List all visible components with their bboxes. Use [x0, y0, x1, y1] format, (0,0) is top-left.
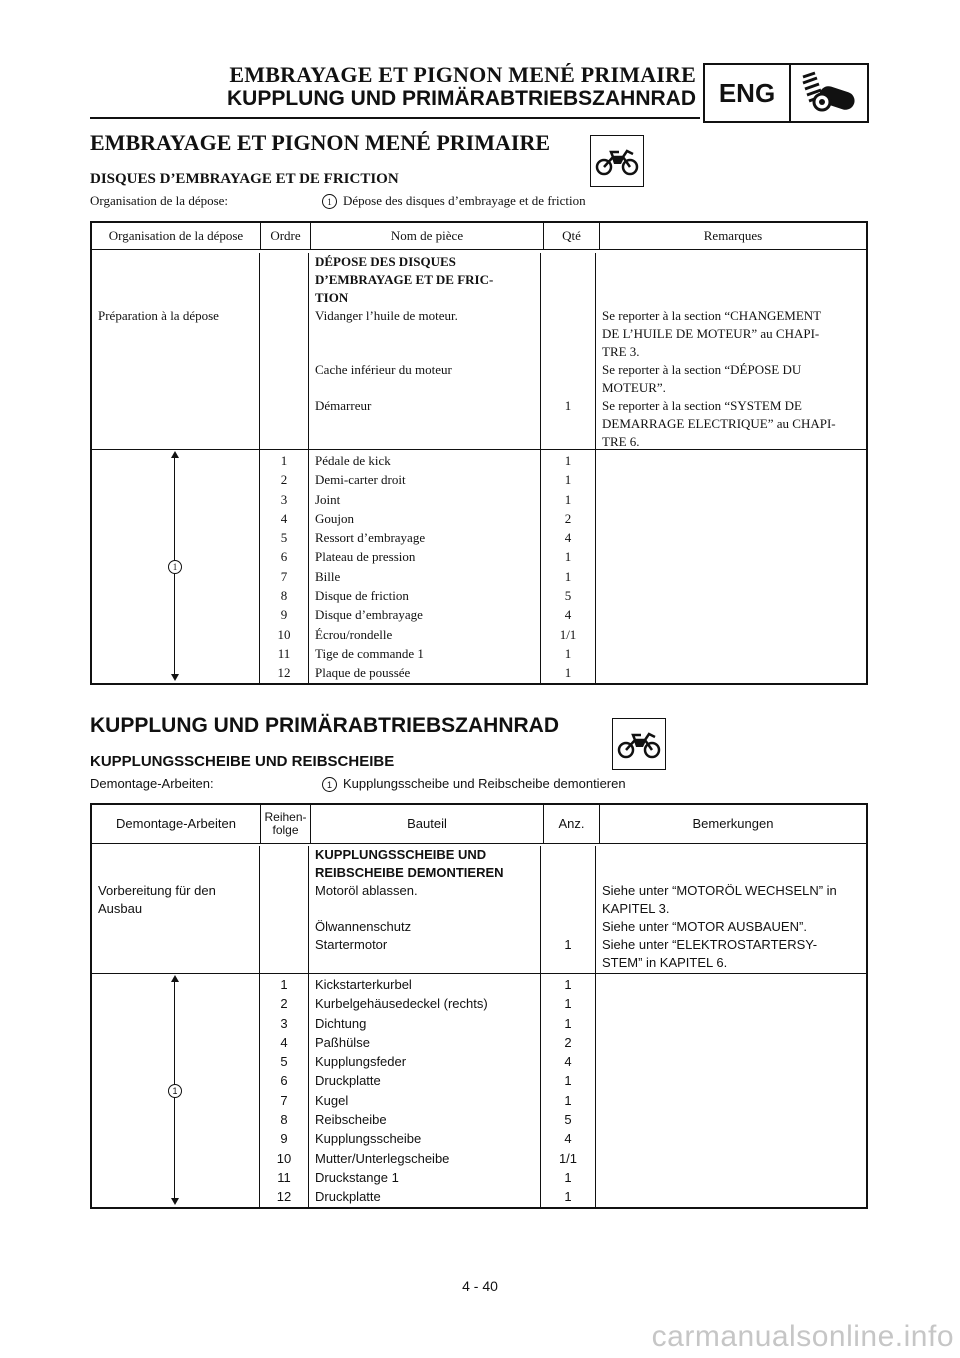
part-order: 2	[280, 472, 288, 488]
arrow-down-icon	[171, 1198, 179, 1205]
part-qty: 1	[564, 491, 572, 507]
prep-label: Vorbereitung für den	[98, 883, 216, 898]
part-qty: 1	[564, 472, 572, 488]
part-order: 7	[280, 568, 288, 584]
info-number: 1	[322, 777, 337, 792]
subtitle-de: KUPPLUNGSSCHEIBE UND REIBSCHEIBE	[90, 753, 395, 770]
prep-heading: KUPPLUNGSSCHEIBE UND	[315, 847, 487, 862]
col-header: Ordre	[261, 223, 311, 249]
part-order: 6	[280, 1073, 288, 1089]
parts-section	[92, 450, 866, 683]
part-qty: 1	[564, 453, 572, 468]
prep-qty: 1	[564, 398, 572, 413]
part-name: Plateau de pression	[315, 549, 416, 565]
part-qty: 4	[564, 607, 572, 623]
info-label: Organisation de la dépose:	[90, 193, 229, 208]
part-name: Écrou/rondelle	[315, 626, 393, 642]
part-order: 8	[280, 588, 288, 604]
part-name: Disque d’embrayage	[315, 607, 423, 623]
prep-heading: DÉPOSE DES DISQUES	[315, 254, 456, 269]
part-order: 3	[280, 1015, 288, 1031]
col-header: Remarques	[703, 227, 763, 243]
prep-remark: DEMARRAGE ELECTRIQUE” au CHAPI-	[602, 416, 836, 431]
page-number: 4 - 40	[462, 1278, 498, 1294]
part-order: 1	[280, 977, 288, 992]
part-qty: 1	[564, 996, 572, 1012]
prep-remark: MOTEUR”.	[602, 380, 666, 395]
table-header	[92, 805, 866, 844]
part-name: Goujon	[315, 510, 354, 526]
prep-heading: REIBSCHEIBE DEMONTIEREN	[315, 865, 504, 880]
part-name: Kurbelgehäusedeckel (rechts)	[315, 996, 488, 1012]
col-header: Anz.	[544, 805, 600, 843]
part-order: 4	[280, 1034, 288, 1050]
part-qty: 5	[564, 588, 572, 604]
range-number: 1	[168, 1084, 182, 1098]
prep-item: Motoröl ablassen.	[315, 883, 418, 898]
arrow-up-icon	[171, 451, 179, 458]
part-qty: 1/1	[559, 626, 577, 642]
table-header	[92, 223, 866, 250]
part-qty: 1	[564, 645, 572, 661]
col-header: Qté	[544, 223, 600, 249]
part-qty: 5	[564, 1112, 572, 1128]
part-name: Reibscheibe	[315, 1112, 387, 1128]
info-number: 1	[322, 194, 337, 209]
part-order: 11	[277, 1169, 291, 1185]
section-title-de: KUPPLUNG UND PRIMÄRABTRIEBSZAHNRAD	[90, 714, 559, 737]
prep-remark: Se reporter à la section “SYSTEM DE	[602, 398, 803, 413]
prep-remark: TRE 3.	[602, 344, 640, 359]
part-order: 6	[280, 549, 288, 565]
part-name: Dichtung	[315, 1015, 367, 1031]
prep-item: Ölwannenschutz	[315, 919, 412, 934]
header-title-de: KUPPLUNG UND PRIMÄRABTRIEBSZAHNRAD	[227, 87, 696, 110]
part-qty: 1	[564, 1073, 572, 1089]
col-header: Nom de pièce	[311, 223, 544, 249]
prep-item: Startermotor	[315, 937, 388, 952]
part-order: 4	[280, 510, 288, 526]
part-order: 7	[280, 1092, 288, 1108]
part-name: Paßhülse	[315, 1034, 370, 1050]
prep-item: Démarreur	[315, 398, 372, 413]
eng-label: ENG	[705, 65, 791, 121]
col-header: Organisation de la dépose	[92, 223, 261, 249]
part-qty: 4	[564, 1054, 572, 1070]
prep-section	[92, 844, 866, 974]
part-qty: 4	[564, 530, 572, 546]
prep-heading: D’EMBRAYAGE ET DE FRIC-	[315, 272, 494, 287]
info-de	[90, 776, 626, 792]
info-text: Kupplungsscheibe und Reibscheibe demontieren	[343, 776, 626, 791]
header-title-fr: EMBRAYAGE ET PIGNON MENÉ PRIMAIRE	[229, 62, 696, 87]
info-fr	[90, 193, 586, 209]
part-qty: 2	[564, 1034, 572, 1050]
part-qty: 1/1	[558, 1150, 578, 1166]
part-name: Mutter/Unterlegscheibe	[315, 1150, 450, 1166]
prep-remark: STEM” in KAPITEL 6.	[602, 955, 728, 970]
part-name: Pédale de kick	[315, 453, 391, 468]
part-qty: 1	[564, 1189, 572, 1205]
engine-spring-icon	[791, 65, 867, 121]
prep-section	[92, 250, 866, 450]
part-order: 8	[280, 1112, 288, 1128]
col-header: Bemerkungen	[692, 815, 774, 831]
prep-remark: Siehe unter “MOTOR AUSBAUEN”.	[602, 919, 807, 934]
watermark: carmanualsonline.info	[651, 1320, 954, 1353]
table-de	[90, 803, 868, 1209]
info-label: Demontage-Arbeiten:	[90, 776, 214, 791]
arrow-up-icon	[171, 975, 179, 982]
part-order: 5	[280, 530, 288, 546]
parts-section	[92, 974, 866, 1207]
part-order: 3	[280, 491, 288, 507]
part-qty: 1	[564, 977, 572, 992]
prep-remark: KAPITEL 3.	[602, 901, 670, 916]
part-name: Druckplatte	[315, 1073, 381, 1089]
part-name: Kickstarterkurbel	[315, 977, 412, 992]
prep-item: Vidanger l’huile de moteur.	[315, 308, 458, 323]
prep-remark: TRE 6.	[602, 434, 640, 449]
part-name: Druckplatte	[315, 1189, 381, 1205]
part-qty: 4	[564, 1131, 572, 1147]
part-name: Kupplungsscheibe	[315, 1131, 422, 1147]
motorcycle-icon	[590, 135, 644, 187]
part-order: 12	[277, 665, 291, 681]
part-qty: 1	[564, 1015, 572, 1031]
part-qty: 1	[564, 549, 572, 565]
prep-remark: Se reporter à la section “DÉPOSE DU	[602, 362, 802, 377]
part-order: 5	[280, 1054, 288, 1070]
info-text: Dépose des disques d’embrayage et de friction	[343, 193, 586, 208]
prep-label: Ausbau	[98, 901, 143, 916]
part-order: 10	[276, 1150, 292, 1166]
prep-qty: 1	[564, 937, 572, 952]
prep-heading: TION	[315, 290, 349, 305]
table-fr	[90, 221, 868, 685]
section-title-fr: EMBRAYAGE ET PIGNON MENÉ PRIMAIRE	[90, 130, 551, 155]
part-order: 11	[277, 645, 291, 661]
col-header: Bauteil	[311, 805, 544, 843]
part-name: Bille	[315, 568, 341, 584]
prep-label: Préparation à la dépose	[98, 308, 219, 323]
part-name: Ressort d’embrayage	[315, 530, 426, 546]
part-order: 10	[277, 626, 291, 642]
part-name: Druckstange 1	[315, 1169, 399, 1185]
part-qty: 2	[564, 510, 572, 526]
part-qty: 1	[564, 1092, 572, 1108]
part-order: 2	[280, 996, 288, 1012]
arrow-down-icon	[171, 674, 179, 681]
subtitle-fr: DISQUES D’EMBRAYAGE ET DE FRICTION	[90, 171, 399, 187]
part-order: 9	[280, 1131, 288, 1147]
col-header: Reihen- folge	[261, 805, 311, 843]
part-qty: 1	[564, 1169, 572, 1185]
part-name: Disque de friction	[315, 588, 409, 604]
part-qty: 1	[564, 665, 572, 681]
header-rule	[90, 117, 700, 119]
range-number: 1	[168, 560, 182, 574]
prep-remark: Siehe unter “MOTORÖL WECHSELN” in	[602, 883, 837, 898]
part-order: 1	[280, 453, 288, 468]
part-qty: 1	[564, 568, 572, 584]
part-order: 9	[280, 607, 288, 623]
prep-item: Cache inférieur du moteur	[315, 362, 452, 377]
col-header: Demontage-Arbeiten	[92, 805, 261, 843]
part-name: Demi-carter droit	[315, 472, 406, 488]
eng-badge	[703, 63, 869, 123]
prep-remark: Se reporter à la section “CHANGEMENT	[602, 308, 822, 323]
motorcycle-icon	[612, 718, 666, 770]
part-name: Joint	[315, 491, 341, 507]
prep-remark: Siehe unter “ELEKTROSTARTERSY-	[602, 937, 818, 952]
part-name: Kupplungsfeder	[315, 1054, 407, 1070]
part-name: Tige de commande 1	[315, 645, 424, 661]
part-order: 12	[276, 1189, 292, 1205]
part-name: Kugel	[315, 1092, 349, 1108]
part-name: Plaque de poussée	[315, 665, 411, 681]
prep-remark: DE L’HUILE DE MOTEUR” au CHAPI-	[602, 326, 820, 341]
